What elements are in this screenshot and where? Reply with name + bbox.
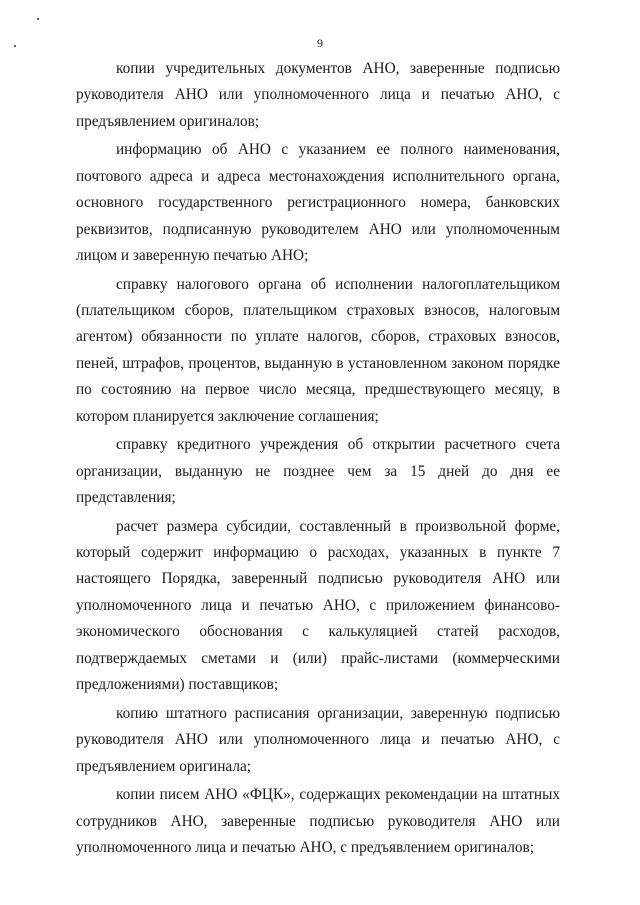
paragraph-staff-schedule: копию штатного расписания организации, заверенную подписью руководителя АНО или уполномоченного лица и печатью АНО, с предъявлением оригинала; — [76, 704, 560, 775]
paragraph-tax-certificate: справку налогового органа об исполнении налогоплательщиком (плательщиком сборов, плательщиком страховых взносов, налоговым агентом) обязанности по уплате налогов, сборов, страховых взносов, пеней, штрафов, процентов, выданную в установленном законом порядке по состоянию на первое число месяца, предшествующего месяцу, в котором планируется заключение соглашения; — [76, 275, 560, 425]
paragraph-recommendation-letters: копии писем АНО «ФЦК», содержащих рекомендации на штатных сотрудников АНО, заверенные подписью руководителя АНО или уполномоченного лица и печатью АНО, с предъявлением оригиналов; — [76, 786, 560, 856]
scan-speck — [37, 18, 39, 20]
paragraph-ano-information: информацию об АНО с указанием ее полного наименования, почтового адреса и адреса местонахождения исполнительного органа, основного государственного регистрационного номера, банковских реквизитов, подписанную руководителем АНО или уполномоченным лицом и заверенную печатью АНО; — [76, 141, 560, 265]
paragraph-subsidy-calculation: расчет размера субсидии, составленный в произвольной форме, который содержит информацию о расходах, указанных в пункте 7 настоящего Порядка, заверенный подписью руководителя АНО или уполномоченного лица и печатью АНО, с приложением финансово-экономического обоснования с калькуляцией статей расходов, подтверждаемых сметами и (или) прайс-листами (коммерческими предложениями) поставщиков; — [76, 517, 560, 694]
paragraph-charter-copies: копии учредительных документов АНО, заверенные подписью руководителя АНО или уполномоченного лица и печатью АНО, с предъявлением оригиналов; — [76, 60, 560, 130]
page-number: 9 — [317, 36, 323, 50]
paragraph-bank-certificate: справку кредитного учреждения об открытии расчетного счета организации, выданную не позднее чем за 15 дней до дня ее представления; — [76, 436, 560, 507]
document-body — [76, 56, 560, 864]
